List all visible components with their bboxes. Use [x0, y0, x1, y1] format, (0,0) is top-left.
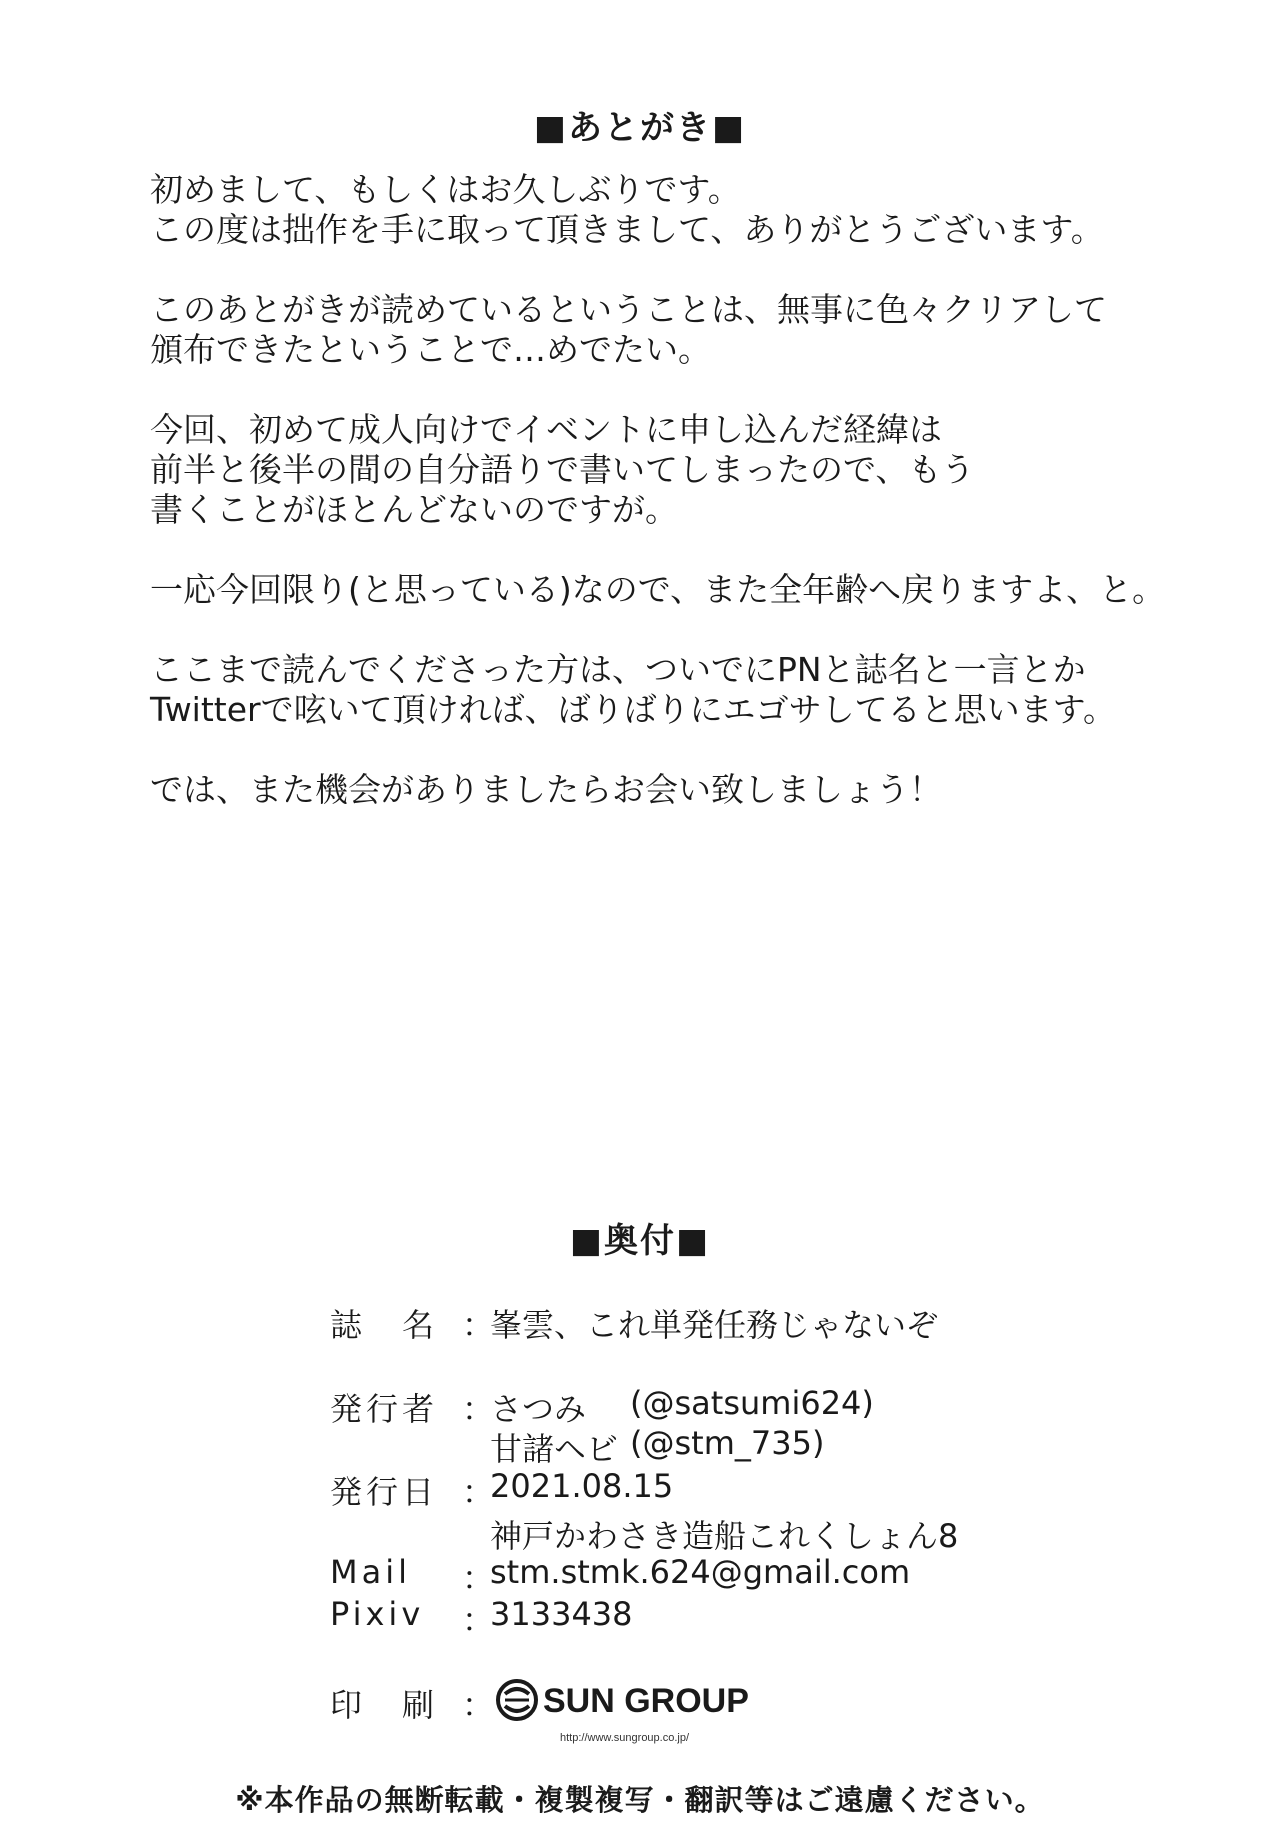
- separator: ：: [462, 1473, 495, 1511]
- afterword-line: 今回、初めて成人向けでイベントに申し込んだ経緯は: [150, 410, 942, 449]
- afterword-line: このあとがきが読めているということは、無事に色々クリアして: [150, 290, 1107, 329]
- mail-label: Mail: [330, 1553, 411, 1591]
- event-value: 神戸かわさき造船これくしょん8: [490, 1517, 959, 1555]
- afterword-paragraph: [150, 650, 1150, 730]
- afterword-line: 前半と後半の間の自分語りで書いてしまったので、もう: [150, 450, 975, 489]
- afterword-paragraph: [150, 170, 1150, 250]
- pixiv-value: 3133438: [490, 1595, 633, 1633]
- title-label: 誌 名: [330, 1306, 439, 1344]
- afterword-line: 頒布できたということで…めでたい。: [150, 330, 711, 369]
- afterword-line: Twitterで呟いて頂ければ、ばりばりにエゴサしてると思います。: [150, 690, 1116, 729]
- afterword-line: 書くことがほとんどないのですが。: [150, 490, 678, 529]
- afterword-line: 初めまして、もしくはお久しぶりです。: [150, 170, 741, 209]
- colophon-heading: ■奥付■: [569, 1221, 711, 1261]
- publisher-handle: (@stm_735): [630, 1424, 825, 1462]
- afterword-body: [150, 170, 1166, 850]
- separator: ：: [462, 1601, 495, 1639]
- afterword-line: ここまで読んでくださった方は、ついでにPNと誌名と一言とか: [150, 650, 1086, 689]
- separator: ：: [462, 1390, 495, 1428]
- date-label: 発行日: [330, 1473, 439, 1511]
- mail-value: stm.stmk.624@gmail.com: [490, 1553, 911, 1591]
- title-value: 峯雲、これ単発任務じゃないぞ: [490, 1306, 939, 1344]
- publisher-name: さつみ: [490, 1390, 587, 1428]
- afterword-line: では、また機会がありましたらお会い致しましょう！: [150, 770, 942, 809]
- publisher-name: 甘諸ヘビ: [490, 1430, 619, 1468]
- publisher-label: 発行者: [330, 1390, 439, 1428]
- printer-url: http://www.sungroup.co.jp/: [560, 1732, 690, 1744]
- date-value: 2021.08.15: [490, 1467, 674, 1505]
- afterword-paragraph: [150, 570, 1166, 610]
- pixiv-label: Pixiv: [330, 1595, 425, 1633]
- afterword-line: 一応今回限り(と思っている)なので、また全年齢へ戻りますよ、と。: [150, 570, 1166, 609]
- copyright-notice: ※本作品の無断転載・複製複写・翻訳等はご遠慮ください。: [235, 1783, 1045, 1817]
- publisher-handle: (@satsumi624): [630, 1384, 874, 1422]
- separator: ：: [462, 1306, 495, 1344]
- separator: ：: [462, 1686, 495, 1724]
- afterword-heading: ■あとがき■: [533, 108, 747, 148]
- afterword-paragraph: [150, 290, 1150, 370]
- sun-group-logo-icon: [495, 1674, 755, 1726]
- printer-logo-text: SUN GROUP: [543, 1682, 749, 1720]
- separator: ：: [462, 1559, 495, 1597]
- printer-label: 印 刷: [330, 1686, 439, 1724]
- afterword-paragraph: [150, 770, 1150, 810]
- afterword-paragraph: [150, 410, 1150, 530]
- afterword-line: この度は拙作を手に取って頂きまして、ありがとうございます。: [150, 210, 1104, 249]
